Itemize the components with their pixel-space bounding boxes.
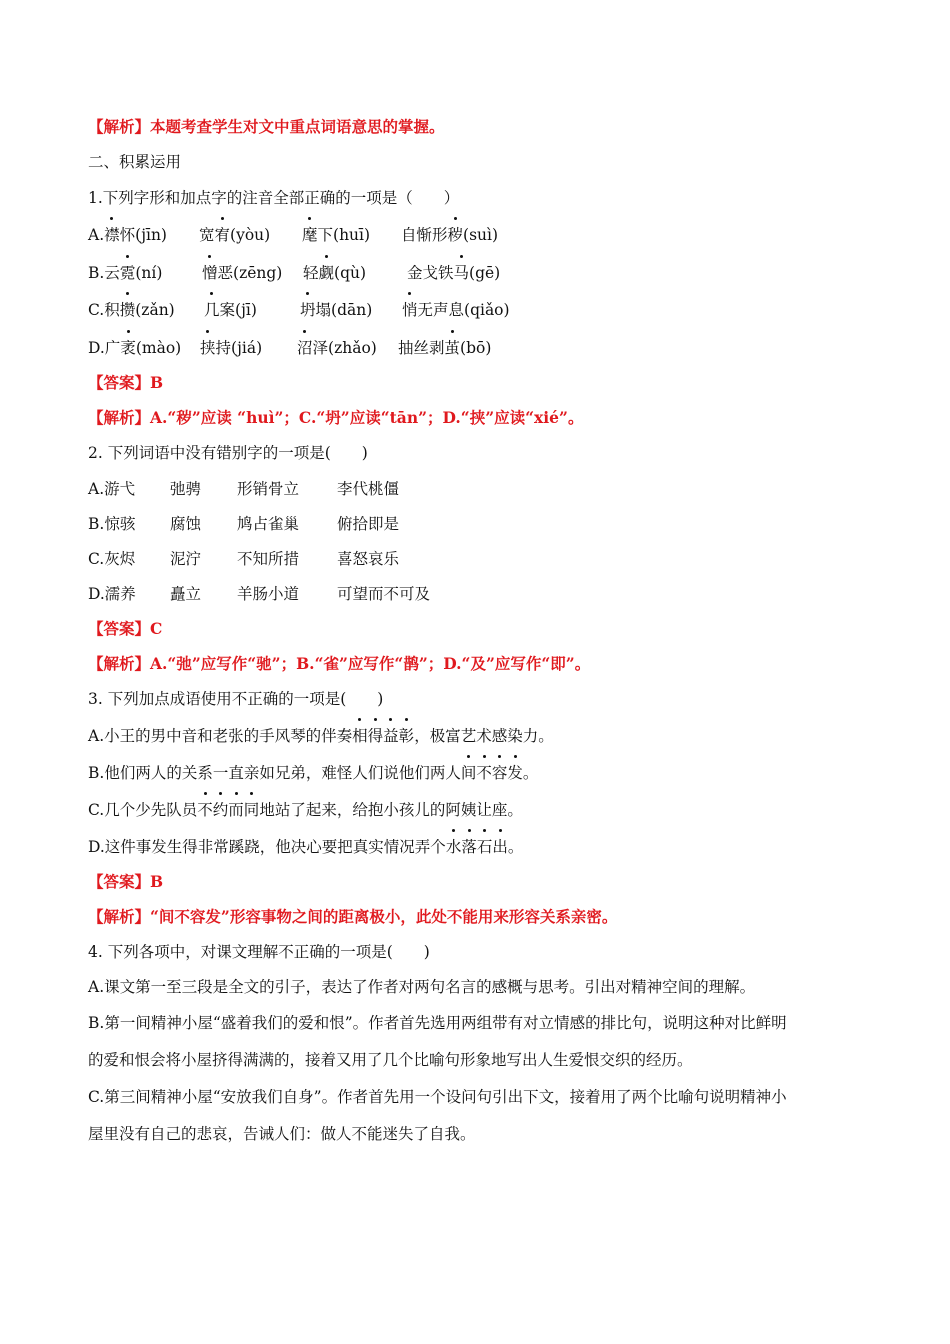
q1-option-d: D.广袤(mào) [88,339,182,357]
q2-option-a-w2: 弛骋 [170,480,202,498]
q2-option-b: B.惊骇 [88,515,136,533]
dotted-char: 间 [460,764,477,782]
q1-analysis: 【解析】A.“秽”应读 “huì”；C.“坍”应读“tān”；D.“挟”应读“xié”。 [88,408,584,427]
dotted-char: 出 [492,838,508,856]
dotted-idiom [446,838,508,856]
q1-option-d-word3: 沼泽(zhǎo) [297,339,377,357]
q2-option-d: D.濡养 [88,585,136,603]
q4-option-a: A.课文第一至三段是全文的引子，表达了作者对两句名言的感概与思考。引出对精神空间的理解。 [88,978,756,996]
q2-option-b-w2: 腐蚀 [170,515,202,533]
q4-option-c-line1: C.第三间精神小屋“安放我们自身”。作者首先用一个设问句引出下文，接着用了两个比喻句说明精神小 [88,1088,787,1106]
question-4: 4. 下列各项中，对课文理解不正确的一项是( ) [88,943,430,961]
q1-option-b-word2: 憎恶(zēng) [202,264,283,282]
q1-option-d-word4: 抽丝剥茧(bō) [398,339,492,357]
q2-option-d-w2: 矗立 [170,585,202,603]
dotted-char: 襟 [104,226,120,244]
dotted-char: 而 [228,801,244,819]
q2-option-a: A.游弋 [88,480,136,498]
q1-option-c: C.积攒(zǎn) [88,301,175,319]
q2-option-d-w4: 可望而不可及 [337,585,431,603]
dotted-char: 得 [367,727,384,745]
q2-option-c-w3: 不知所措 [237,550,300,568]
dotted-idiom [197,801,259,819]
q2-answer: 【答案】C [88,619,163,638]
dotted-char: 发 [507,764,523,782]
q3-analysis: 【解析】“间不容发”形容事物之间的距离极小，此处不能用来形容关系亲密。 [88,907,618,926]
q1-option-b-word3: 轻觑(qù) [303,264,367,282]
dotted-char: 彰 [398,727,415,745]
q1-answer: 【答案】B [88,373,164,392]
q4-option-b-line2: 的爱和恨会将小屋挤得满满的，接着又用了几个比喻句形象地写出人生爱恨交织的经历。 [88,1051,693,1069]
dotted-char: 容 [491,764,508,782]
q1-option-a-word3: 麾下(huī) [302,226,371,244]
q3-answer: 【答案】B [88,872,164,891]
dotted-idiom [461,764,523,782]
dotted-char: 水 [445,838,462,856]
q2-option-d-w3: 羊肠小道 [237,585,300,603]
q1-option-c-word4: 悄无声息(qiǎo) [402,301,510,319]
dotted-char: 同 [243,801,260,819]
question-1: 1.下列字形和加点字的注音全部正确的一项是（ ） [88,189,460,207]
q2-option-b-w3: 鸠占雀巢 [237,515,300,533]
q2-option-a-w3: 形销骨立 [237,480,300,498]
dotted-char: 落 [461,838,477,856]
q2-option-c-w2: 泥泞 [170,550,202,568]
q3-option-b: B.他们两人的关系一直亲如兄弟，难怪人们说他们两人间不容发。 [88,764,539,782]
dotted-char: 约 [212,801,229,819]
dotted-idiom [352,727,414,745]
dotted-char: 不 [197,801,213,819]
q1-option-b-word4: 金戈铁马(gē) [407,264,501,282]
q3-option-c: C.几个少先队员不约而同地站了起来，给抱小孩儿的阿姨让座。 [88,801,523,819]
q3-option-d: D.这件事发生得非常蹊跷，他决心要把真实情况弄个水落石出。 [88,838,524,856]
q4-option-b-line1: B.第一间精神小屋“盛着我们的爱和恨”。作者首先选用两组带有对立情感的排比句，说明这种对比鲜明 [88,1014,787,1032]
q4-option-c-line2: 屋里没有自己的悲哀，告诫人们：做人不能迷失了自我。 [88,1125,476,1143]
dotted-char: 不 [476,764,492,782]
question-3: 3. 下列加点成语使用不正确的一项是( ) [88,690,384,708]
dotted-char: 益 [383,727,399,745]
q1-option-a-word2: 宽宥(yòu) [199,226,271,244]
question-2: 2. 下列词语中没有错别字的一项是( ) [88,444,368,462]
dotted-char: 石 [476,838,493,856]
q1-option-d-word2: 挟持(jiá) [200,339,263,357]
q1-option-b: B.云霓(ní) [88,264,163,282]
analysis-intro: 【解析】本题考查学生对文中重点词语意思的掌握。 [88,117,445,136]
q2-option-a-w4: 李代桃僵 [337,480,400,498]
q1-option-c-word2: 几案(jī) [204,301,257,319]
q2-analysis: 【解析】A.“弛”应写作“驰”；B.“雀”应写作“鹊”；D.“及”应写作“即”。 [88,654,591,673]
q2-option-c-w4: 喜怒哀乐 [337,550,400,568]
q1-option-c-word3: 坍塌(dān) [300,301,373,319]
q2-option-b-w4: 俯拾即是 [337,515,400,533]
q1-option-a-word4: 自惭形秽(suì) [401,226,499,244]
q3-option-a: A.小王的男中音和老张的手风琴的伴奏相得益彰，极富艺术感染力。 [88,727,554,745]
section-heading: 二、积累运用 [88,153,182,171]
dotted-char: 相 [352,727,368,745]
q1-option-a: A.襟怀(jīn) [88,226,167,244]
q2-option-c: C.灰烬 [88,550,136,568]
